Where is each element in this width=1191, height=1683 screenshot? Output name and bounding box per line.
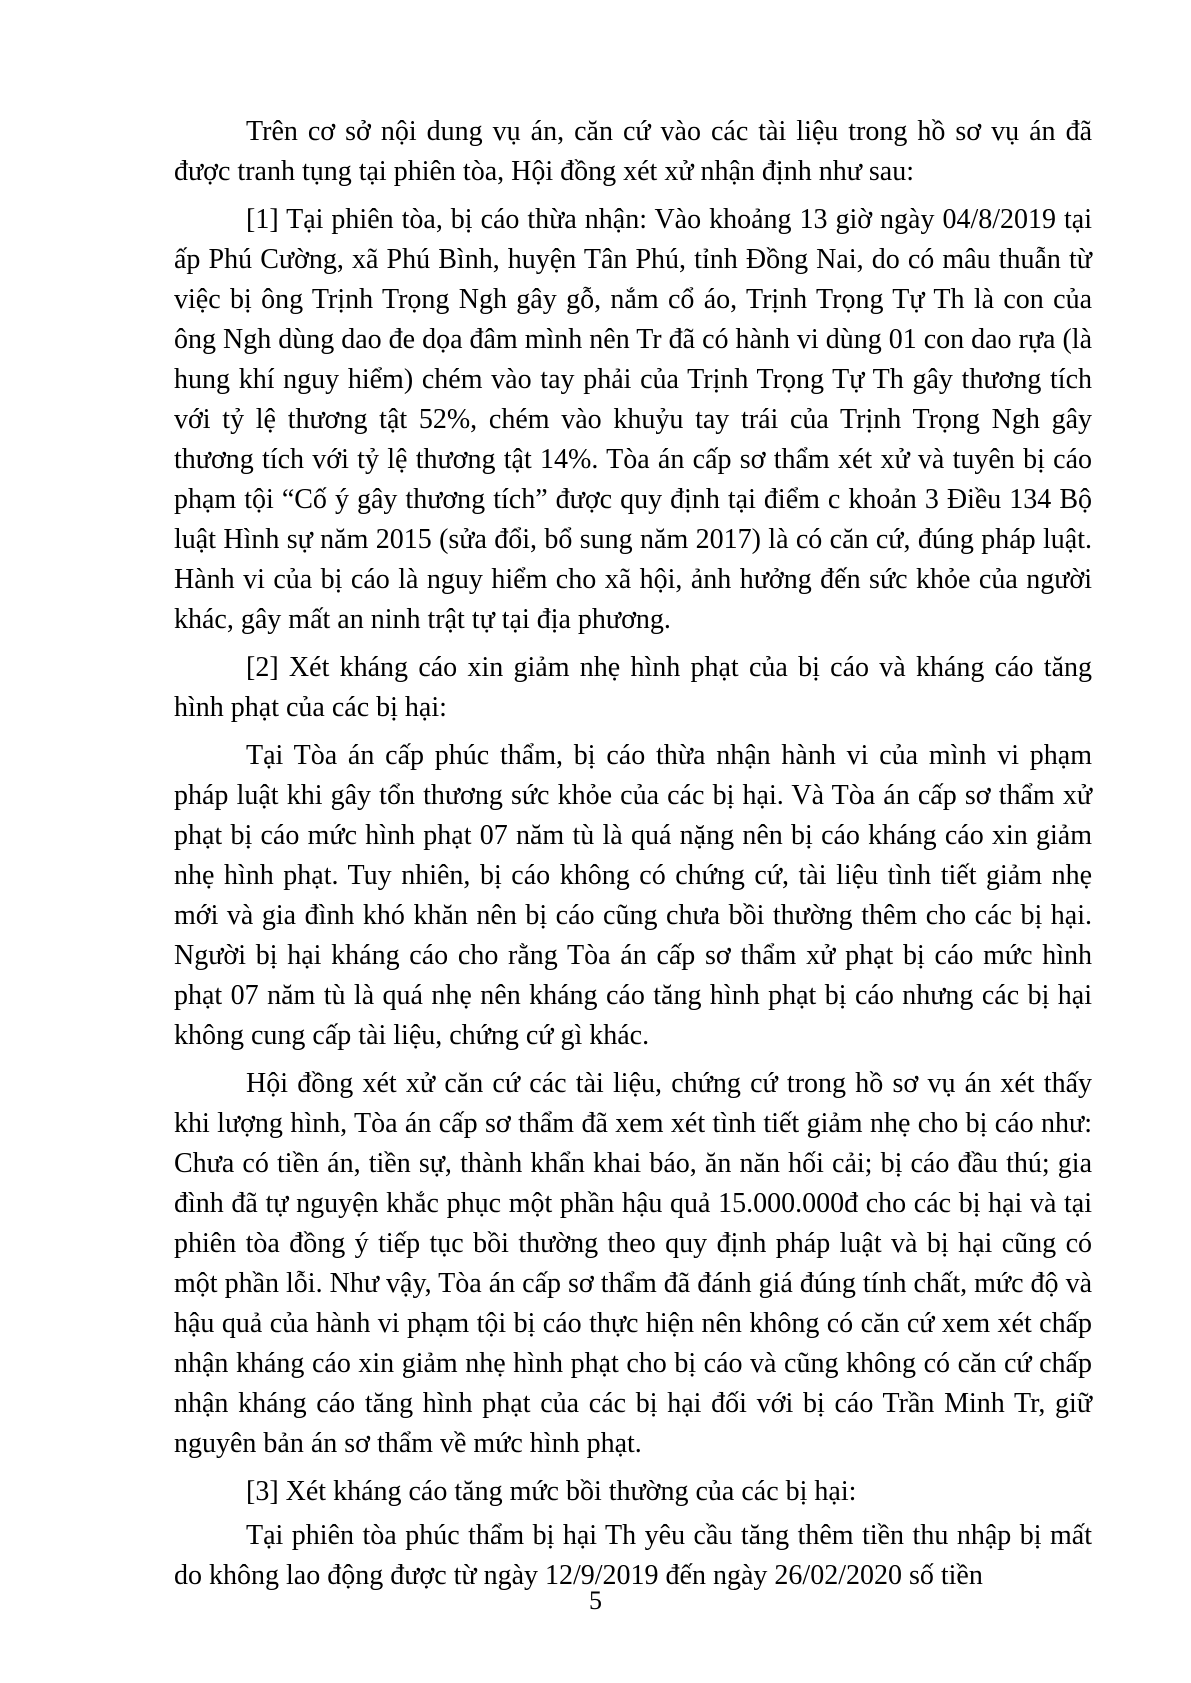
paragraph-section-3-body: Tại phiên tòa phúc thẩm bị hại Th yêu cầu tăng thêm tiền thu nhập bị mất do không lao động được từ ngày 12/9/2019 đến ngày 26/02/2020 số tiền — [174, 1520, 1092, 1591]
paragraph-section-2-assessment: Hội đồng xét xử căn cứ các tài liệu, chứng cứ trong hồ sơ vụ án xét thấy khi lượng hình, Tòa án cấp sơ thẩm đã xem xét tình tiết giảm nhẹ cho bị cáo như: Chưa có tiền án, tiền sự, thành khẩn khai báo, ăn năn hối cải; bị cáo đầu thú; gia đình đã tự nguyện khắc phục một phần hậu quả 15.000.000đ cho các bị hại và tại phiên tòa đồng ý tiếp tục bồi thường theo quy định pháp luật và bị hại cũng có một phần lỗi. Như vậy, Tòa án cấp sơ thẩm đã đánh giá đúng tính chất, mức độ và hậu quả của hành vi phạm tội bị cáo thực hiện nên không có căn cứ xem xét chấp nhận kháng cáo xin giảm nhẹ hình phạt cho bị cáo và cũng không có căn cứ chấp nhận kháng cáo tăng hình phạt của các bị hại đối với bị cáo Trần Minh Tr, giữ nguyên bản án sơ thẩm về mức hình phạt. — [174, 1068, 1092, 1459]
page-number: 5 — [589, 1586, 602, 1615]
paragraph-section-2-appeal: Tại Tòa án cấp phúc thẩm, bị cáo thừa nhận hành vi của mình vi phạm pháp luật khi gây tổn thương sức khỏe của các bị hại. Và Tòa án cấp sơ thẩm xử phạt bị cáo mức hình phạt 07 năm tù là quá nặng nên bị cáo kháng cáo xin giảm nhẹ hình phạt. Tuy nhiên, bị cáo không có chứng cứ, tài liệu tình tiết giảm nhẹ mới và gia đình khó khăn nên bị cáo cũng chưa bồi thường thêm cho các bị hại. Người bị hại kháng cáo cho rằng Tòa án cấp sơ thẩm xử phạt bị cáo mức hình phạt 07 năm tù là quá nhẹ nên kháng cáo tăng hình phạt bị cáo nhưng các bị hại không cung cấp tài liệu, chứng cứ gì khác. — [174, 740, 1092, 1051]
paragraph-section-2-heading: [2] Xét kháng cáo xin giảm nhẹ hình phạt của bị cáo và kháng cáo tăng hình phạt của các bị hại: — [174, 652, 1092, 723]
paragraph-section-1: [1] Tại phiên tòa, bị cáo thừa nhận: Vào khoảng 13 giờ ngày 04/8/2019 tại ấp Phú Cường, xã Phú Bình, huyện Tân Phú, tỉnh Đồng Nai, do có mâu thuẫn từ việc bị ông Trịnh Trọng Ngh gây gỗ, nắm cổ áo, Trịnh Trọng Tự Th là con của ông Ngh dùng dao đe dọa đâm mình nên Tr đã có hành vi dùng 01 con dao rựa (là hung khí nguy hiểm) chém vào tay phải của Trịnh Trọng Tự Th gây thương tích với tỷ lệ thương tật 52%, chém vào khuỷu tay trái của Trịnh Trọng Ngh gây thương tích với tỷ lệ thương tật 14%. Tòa án cấp sơ thẩm xét xử và tuyên bị cáo phạm tội “Cố ý gây thương tích” được quy định tại điểm c khoản 3 Điều 134 Bộ luật Hình sự năm 2015 (sửa đổi, bổ sung năm 2017) là có căn cứ, đúng pháp luật. Hành vi của bị cáo là nguy hiểm cho xã hội, ảnh hưởng đến sức khỏe của người khác, gây mất an ninh trật tự tại địa phương. — [174, 204, 1093, 635]
paragraph-section-3-heading: [3] Xét kháng cáo tăng mức bồi thường của các bị hại: — [246, 1476, 857, 1507]
paragraph-intro: Trên cơ sở nội dung vụ án, căn cứ vào các tài liệu trong hồ sơ vụ án đã được tranh tụng tại phiên tòa, Hội đồng xét xử nhận định như sau: — [174, 116, 1092, 187]
document-body — [174, 112, 1092, 1596]
